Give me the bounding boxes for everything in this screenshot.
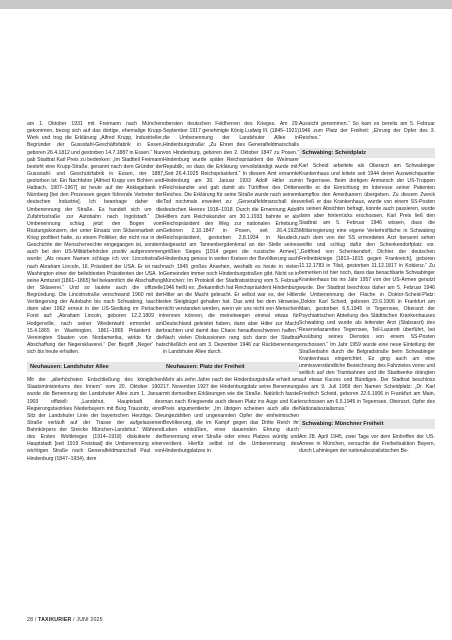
- text-column-1: [27, 121, 163, 463]
- body-paragraph: Am 28. April 1945, zwei Tage vor dem Eintreffen der US-Armee in München, versuchte die Freiheitsaktion Bayern, durch Lahmlegen der nationalsozialistischen Be-: [299, 433, 435, 454]
- footer-separator: /: [73, 617, 77, 623]
- section-heading: Neuhausen: Platz der Freiheit: [163, 362, 299, 372]
- body-paragraph: Mehr als zehn Jahre nach der Hindenburgstraße erhielt am 17. November 1927 der Hindenburgplatz seine Benennung mit demselben Erklärungen wie die Straße. Natürlich fasste man nach Kriegsende auch diesen Platz ins Auge und Karl Preis argumentierte: „Im übrigen scheinen auch alle die ungezählten und ungenannten Opfer der einheimischen Bevölkerung, die im Kampf gegen das Dritte Reich ihr Leben einbüßten, einer dauernden Ehrung durch Benennung einer Straße oder eines Platzes würdig und verdient. Hierfür selbst ist die Umbenennung des Hindenburgplatzes in: [163, 377, 299, 455]
- page-number: 28: [27, 617, 34, 623]
- top-bar: [0, 0, 452, 9]
- magazine-name: TAXIKURIER: [38, 617, 72, 623]
- footer-separator: /: [34, 617, 39, 623]
- page-footer: [27, 617, 103, 623]
- section-heading: Schwabing: Scheidplatz: [299, 148, 435, 158]
- body-paragraph: am 1. Oktober 1931 mit Freimann nach München gekommen, bezog sich auf das dortige, ehemalige Krupp-Werk und trug die Erklärung „Alfred Krupp, Industrieller, Begründer der Gussstahl-Geschäftsfabrik in Essen, geboren 26.4.1812 und gestorben 14.7.1887 in Essen.“ Nun gab Stadtrat Karl Preis zu bedenken: „Im Stadtteil Freimann besteht eine Krupp-Straße, genannt nach dem Gründer der Gussstahl- und Geschützfabrik in Essen, der 1887 gestorben ist. Ein Nachfahre [Alfried Krupp von Bohlen und Halbach, 1907–1967] ist heute auf der Anklagebank in Nürnberg [bei den Prozessen gegen führende Vertreter der deutschen Industrie]. Ich beantrage daher die Umbenennung der Straße. Es handelt sich um die Zufahrtsstraße zur Autobahn nach Ingolstadt.“ Die Umbenennung schlug jetzt den Bogen vom Rüstungskonzern, der unter Einsatz von Sklavenarbeit am Krieg profitiert hatte, zu einem Politiker, der nicht nur in die Geschichte der Menschenrechte eingegangen ist, sondern auch bei den US-Militärbehörden positiv aufgenommen wurde: „Als neuen Namen schlage ich vor: Lincolnstraße nach Abraham Lincoln, 16. Präsident der USA. Er ist nach Washington einer der beliebtesten Präsidenten der USA. In seine Amtszeit [1861–1865] fiel bekanntlich die Abschaffung der Sklaverei.“ Und so lautete auch die offizielle Begründung. Die Lincolnstraße verschwand 1960 mit der Verlängerung der Autobahn bis nach Schwabing, tauchte dann aber 1962 erneut in der US-Siedlung im Perlacher Forst auf: „Abraham Lincoln, geboren 12.2.1809 in Hodgenville, nach seiner Wiederwahl ermordet am 15.4.1865 in Washington, 1861–1865 Präsident der Vereinigten Staaten von Nordamerika, wirkte für die Abschaffung der Negersklaverei.“ Der Begriff „Neger“ hat sich bis heute erhalten.: [27, 121, 163, 355]
- text-column-2: [163, 121, 299, 456]
- body-paragraph: Mit der „allerhöchsten Entschließung des königlichen Staatsministeriums des Innern“ vom 20. Oktober 1902 wurde die Benennung der Landshuter Allee zum 1. Januar 1903 offiziell: „Landshut, Hauptstadt des Regierungsbezirkes Niederbayern mit Burg Trausnitz, einst Sitz der Landshuter Linie der bayerischen Herzöge. Die Straße verläuft auf der Trasse der aufgelassenen Bahnkörpers der Strecke München-Landshut.“ Während des Ersten Weltkrieges (1914–1918) diskutierte der Hauptstadt [seit 1919 Freistaat] die Umbenennung einer wichtigen Straße nach Generalfeldmarschall Paul von Hindenburg (1847–1934), dem: [27, 377, 163, 462]
- section-heading: Schwabing: Münchner Freiheit: [299, 419, 435, 429]
- body-paragraph: Karl Scheid arbeitete als Oberarzt am Schwabinger Krankenhaus und leitete seit 1944 deren Ausweichquartier in Tegernsee. Beim dortigen Anmarsch der US-Truppen wollte er die Einrichtung im Interesse seiner Patienten kampflos den Amerikanern übergeben. Zu diesem Zweck verließ er das Krankenhaus, wurde von einem SS-Posten zu seinen Absichten befragt, konnte auch passieren, wurde dann aber hinterrücks erschossen. Karl Preis ließ den Stadtrat am 5. Februar 1946 wissen, dass die Militärregierung eine eigene Verkehrsfläche in Schwabing nach dem von der SS ermordeten Arzt benannt sehen wollte und schlug dafür den Schenkendorfplatz vor. „Gottfried von Schenkendorf, Dichter der deutschen Freiheitskriege [1813–1815 gegen Frankreich], geboren 11.12.1783 in Tilsit, gestorben 11.12.1817 in Koblenz.“ Zu bemerken ist hier noch, dass das benachbarte Schwabinger Krankenhaus bis ins Jahr 1957 von der US-Armee genutzt wurde. Der Stadtrat beschloss daher am 5. Februar 1946 die Umbenennung der Fläche in Doktor-Scheid-Platz: „Doktor Karl Scheid, geboren 22.6.1906 in Frankfurt am Main, gestorben 6.5.1945 in Tegernsee, Oberarzt der Psychiatrischen Abteilung des Städtischen Krankenhauses Schwabing und wurde als leitender Arzt (Stabsarzt) des Reservelazarettes Tegernsee, Teil-Lazarett überführt, bei Ausübung seines Dienstes von einem SS-Posten erschossen.“ Im Jahr 1959 wurde eine neue Einteilung der Straßenbahn durch die Belgradstraße beim Schwabinger Krankenhaus eingerichtet. Es ging auch um eine unmissverständliche Bezeichnung des Fahrzieles vorne und seitlich auf den Trambahnen und die Stadtwerke drängten auf etwas Kurzes und Bündiges. Der Stadtrat beschloss also am 9. Juli 1959 den Namen Scheidplatz: „Dr. Karl Friedrich Scheid, geboren 22.6.1906 in Frankfurt am Main, erschossen am 6.5.1945 in Tegernsee, Oberarzt, Opfer des Nationalsozialismus.“: [299, 163, 435, 412]
- body-paragraph: Aussicht genommen.“ So kam es bereits am 5. Februar 1946 zum Platz der Freiheit: „Ehrung der Opfer des 3. Reiches.“: [299, 121, 435, 142]
- section-heading: Neuhausen: Landshuter Allee: [27, 362, 163, 372]
- body-paragraph: obersten deutschen Feldherren des Krieges. Am 29. September 1917 genehmigte König Ludwig III. (1845–1921) die Umbenennung der Landshuter Allee in Hindenburgstraße: „Zu Ehren des Generalfeldmarschalls von Hindenburg, geboren den 2. Oktober 1847 zu Posen.“ Hindenburg wurde später Reichspräsident der Weimarer Republik, so dass die Erklärung vervollständigt wurde mit: „Seit 26.4.1925 Reichspräsident.“ In diesem Amt ernannte Hindenburg am 30. Januar 1933 Adolf Hitler zum Reichskanzler und galt damit als Türöffner des Dritten Reiches. Die Erklärung für seine Straße wurde nach seinem Tod nochmals erweitert zu: „Generalfeldmarschall des deutschen Heeres 1918–1918. Durch die Ernennung Adolf Hitlers zum Reichskanzler am 30.1.1933 bahnte er als Reichspräsident den Weg zur nationalen Erhebung. Geboren 2.10.1847 in Posen, seit 26.4.1925 Reichspräsident, gestorben 2.8.1934 in Neudeck, beigesetzt am Tannenbergdenkmal an der Stelle seines größten Sieges [1914 gegen die russische Armee].“ Hindenburg genoss in weiten Kreisen der Bevölkerung auch nach 1945 großes Ansehen, weshalb es heute in vielen Gemeinden immer noch Hindenburgstraßen gibt. Nicht so in München: Im Protokoll der Stadtratssitzung vom 5. Februar 1946 heißt es: „Bekanntlich hat Reichspräsident Hindenburg Hitler an die Macht gebracht. Er selbst war es, der Hitler den Steigbügel gehalten hat. Das wird bei dem Hinweise nicht verstanden werden, wenn wir uns nicht von Menschen trennen können, die meinetwegen einmal etwas für Deutschland geleistet haben, dann aber Hitler zur Macht brachten und damit das Chaos heraufbeschworen halfen.“ Nach vielen Diskussionen rang sich dann der Stadtrat schließlich erst am 3. Dezember 1946 zur Rückbenennung in Landshuter Allee durch.: [163, 121, 299, 355]
- text-column-3: [299, 121, 435, 455]
- issue-date: JUNI 2025: [76, 617, 103, 623]
